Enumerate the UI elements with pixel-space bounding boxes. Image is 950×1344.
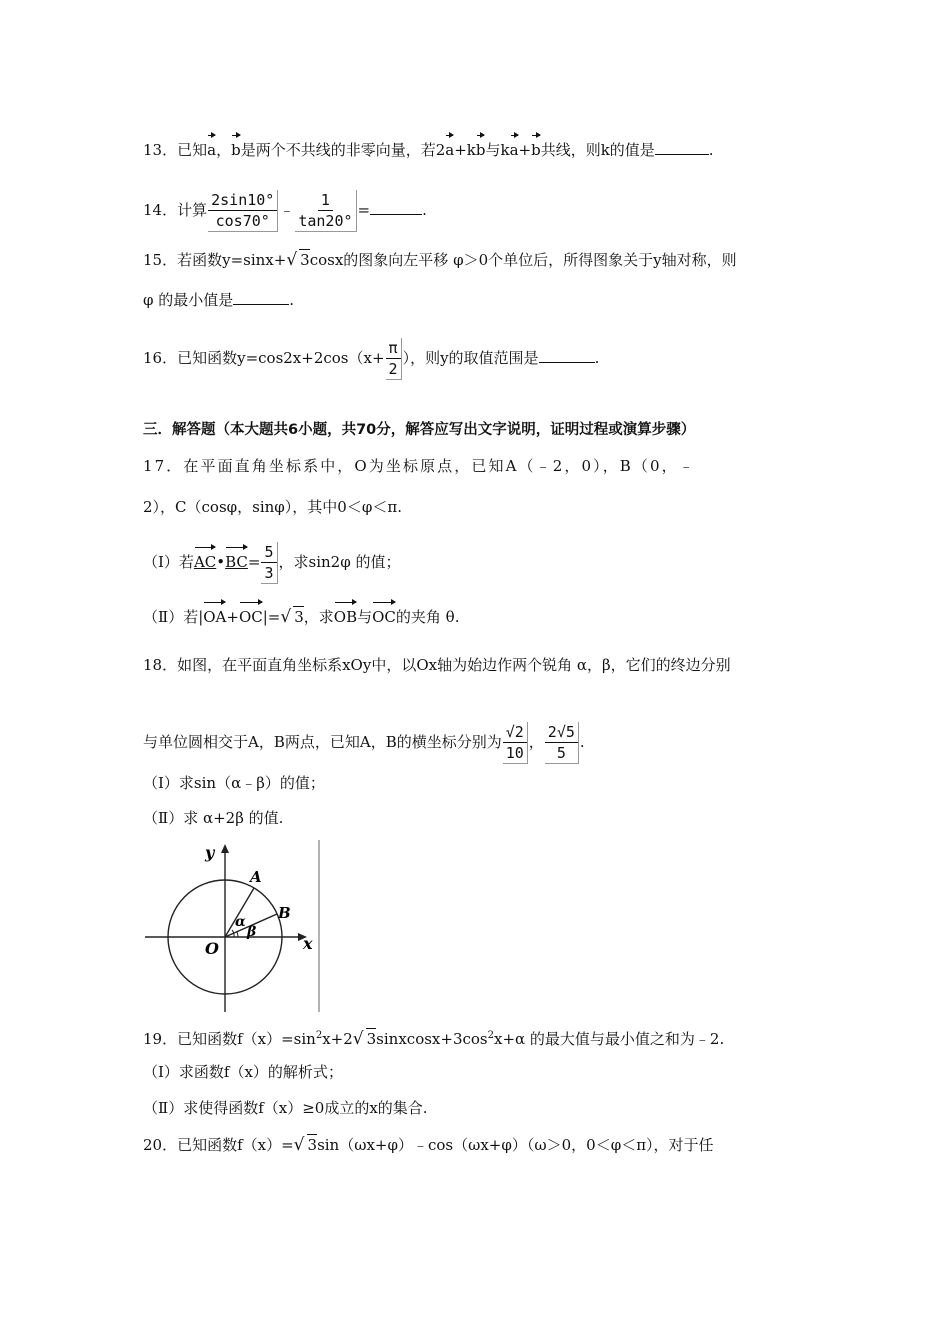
question-17-line-1: 17．在平面直角坐标系中，O为坐标原点，已知A（﹣2，0），B（0，﹣ — [143, 457, 696, 475]
sqrt-symbol: √ — [352, 1029, 364, 1049]
beta-label: β — [247, 924, 257, 940]
fraction: $\frac{2√5}{5}$ — [545, 722, 579, 764]
question-18-part-1: （Ⅰ）求sin（α﹣β）的值； — [143, 774, 325, 792]
vector-a: a — [509, 141, 519, 159]
question-19-part-1: （Ⅰ）求函数f（x）的解析式； — [143, 1063, 343, 1081]
fraction: $\frac{\pi}{2}$ — [386, 338, 402, 380]
question-16: 16．已知函数y=cos2x+2cos（x+ $\frac{\pi}{2}$ ），则y的取值范围是 . — [143, 339, 600, 378]
vector-ob: OB — [333, 608, 358, 626]
origin-label: O — [205, 939, 219, 958]
question-17-line-2: 2），C（cosφ，sinφ），其中0＜φ＜π. — [143, 498, 402, 516]
vector-oa: OA — [203, 608, 227, 626]
question-17-part-1: （Ⅰ）若AC•BC= $\frac{5}{3}$ ，求sin2φ 的值； — [143, 543, 401, 582]
answer-blank — [655, 154, 709, 155]
question-19-part-2: （Ⅱ）求使得函数f（x）≥0成立的x的集合. — [143, 1099, 428, 1117]
vector-bc: BC — [225, 553, 248, 571]
sqrt-symbol: √ — [293, 1135, 305, 1155]
answer-blank — [539, 362, 595, 363]
question-15-line-1: 15．若函数y=sinx+√ 3cosx的图象向左平移 φ＞0个单位后，所得图象关于y轴对称，则 — [143, 250, 737, 270]
answer-blank — [233, 304, 289, 305]
question-18-part-2: （Ⅱ）求 α+2β 的值. — [143, 809, 284, 827]
question-19: 19．已知函数$f(x)=\sin^2x+2√$ $3sinxcosx+3\cos^2x+\alpha$ 的最大值与最小值之和为﹣2. — [143, 1029, 725, 1049]
fraction: $\frac{1}{\tan 20^\circ}$ — [295, 190, 356, 232]
vector-a: a — [207, 141, 217, 159]
answer-blank — [370, 214, 422, 215]
point-b-label: B — [278, 904, 291, 922]
vector-a: a — [445, 141, 455, 159]
question-15-line-2: φ 的最小值是 . — [143, 291, 295, 309]
sqrt-symbol: √ — [286, 250, 298, 270]
vector-b: b — [531, 141, 541, 159]
fraction: $\frac{2\sin 10^\circ}{\cos 70^\circ}$ — [208, 190, 278, 232]
unit-circle-figure — [143, 840, 321, 1012]
unit-circle-diagram — [143, 840, 321, 1012]
question-18-line-2: 与单位圆相交于A，B两点，已知A，B的横坐标分别为 $\frac{√2}{10}$ ， $\frac{2√5}{5}$ . — [143, 723, 585, 762]
vector-ac: AC — [193, 553, 217, 571]
fraction: $\frac{√2}{10}$ — [503, 722, 528, 764]
question-13: 13．已知a，b是两个不共线的非零向量，若2a+kb与ka+b共线，则k的值是 . — [143, 141, 714, 159]
vector-oc: OC — [238, 608, 263, 626]
question-20: 20．已知函数f（x）=√ 3sin（ωx+φ）﹣cos（ωx+φ）（ω＞0，0＜φ＜π），对于任 — [143, 1135, 714, 1155]
vector-b: b — [231, 141, 241, 159]
alpha-label: α — [235, 914, 246, 930]
fraction: $\frac{5}{3}$ — [261, 542, 277, 584]
question-14: 14．计算 $\frac{2\sin 10^\circ}{\cos 70^\circ}$ ﹣ $\frac{1}{\tan 20^\circ}$ = . — [143, 191, 427, 230]
vector-b: b — [475, 141, 486, 159]
point-a-label: A — [250, 868, 262, 886]
x-label: x — [303, 934, 313, 953]
question-18-line-1: 18．如图，在平面直角坐标系xOy中，以Ox轴为始边作两个锐角 α，β，它们的终边分别 — [143, 656, 731, 674]
vector-oc: OC — [372, 608, 396, 626]
question-17-part-2: （Ⅱ）若|OA+OC|=√ 3，求OB与OC的夹角 θ. — [143, 607, 460, 627]
sqrt-symbol: √ — [280, 607, 292, 627]
section-3-heading: 三．解答题（本大题共6小题，共70分，解答应写出文字说明，证明过程或演算步骤） — [143, 422, 696, 438]
y-label: y — [205, 843, 215, 862]
